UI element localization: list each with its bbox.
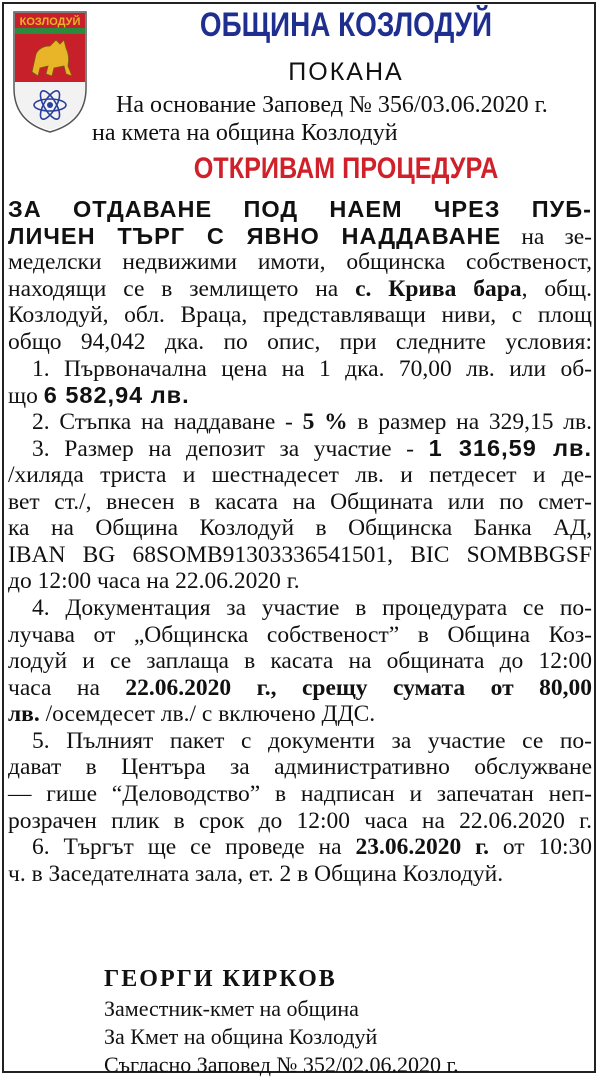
notice-body <box>8 196 592 887</box>
body-text: часа на <box>8 674 126 701</box>
emphasized-text: лв. <box>8 701 40 728</box>
body-text: лучава от „Общинска собственост” в Община Коз- <box>8 621 592 648</box>
body-line <box>8 568 592 595</box>
emphasized-text: 22.06.2020 г., срещу сумата от 80,00 <box>125 674 592 701</box>
signatory-authority: За Кмет на община Козлодуй <box>104 1024 378 1049</box>
body-line <box>8 595 592 622</box>
body-line <box>8 728 592 755</box>
mayor-line: на кмета на община Козлодуй <box>92 120 398 146</box>
emphasized-text: 6 582,94 лв. <box>43 382 190 409</box>
signatory-role: Заместник-кмет на община <box>104 996 359 1021</box>
body-line <box>8 276 592 303</box>
body-line <box>8 515 592 542</box>
body-line <box>8 462 592 489</box>
body-text: Козлодуй, обл. Враца, представляващи ниви, с площ <box>8 302 592 329</box>
emphasized-text: ЗА ОТДАВАНЕ ПОД НАЕМ ЧРЕЗ ПУБ- <box>8 196 592 222</box>
body-line <box>8 223 592 250</box>
body-line <box>8 648 592 675</box>
svg-text:КОЗЛОДУЙ: КОЗЛОДУЙ <box>19 16 81 28</box>
body-line <box>8 834 592 861</box>
body-line <box>8 542 592 569</box>
body-line <box>8 701 592 728</box>
body-text: дават в Центъра за административно обслужване <box>8 754 592 781</box>
body-line <box>8 329 592 356</box>
body-text: /осемдесет лв./ с включено ДДС. <box>39 701 376 728</box>
body-line <box>8 754 592 781</box>
body-text: ч. в Заседателната зала, ет. 2 в Община Козлодуй. <box>8 860 504 887</box>
body-text: до 12:00 часа на 22.06.2020 г. <box>8 568 300 595</box>
body-text: находящи се в землището на <box>8 275 356 302</box>
body-line <box>8 489 592 516</box>
body-text: ка на Община Козлодуй в Общинска Банка АД, <box>8 515 592 542</box>
body-text: 6. Търгът ще се проведе на <box>32 834 356 861</box>
emphasized-text: 5 % <box>302 408 348 435</box>
body-line <box>8 196 592 223</box>
body-line <box>8 302 592 329</box>
body-line <box>8 409 592 436</box>
body-text: , общ. <box>521 275 593 302</box>
body-line <box>8 622 592 649</box>
signatory-name: ГЕОРГИ КИРКОВ <box>104 966 337 992</box>
signature-block <box>104 966 459 1080</box>
emphasized-text: ЛИЧЕН ТЪРГ С ЯВНО НАДДАВАНЕ <box>8 222 502 249</box>
body-text: 1. Първоначална цена на 1 дка. 70,00 лв. или об- <box>32 355 592 382</box>
body-text: от 10:30 <box>488 834 592 861</box>
body-text: меделски недвижими имоти, общинска собственост, <box>8 249 592 276</box>
body-text: на зе- <box>501 223 592 250</box>
body-line <box>8 675 592 702</box>
body-text: 5. Пълният пакет с документи за участие се по- <box>32 727 592 754</box>
body-text: що <box>8 383 44 410</box>
signatory-order-reference: Съгласно Заповед № 352/02.06.2020 г. <box>104 1052 459 1077</box>
kozloduy-coat-of-arms-icon <box>10 10 90 134</box>
invitation-heading: ПОКАНА <box>288 58 404 86</box>
emphasized-text: 1 316,59 лв. <box>428 435 592 462</box>
body-text: 4. Документация за участие в процедурата се по- <box>32 594 592 621</box>
municipality-title: ОБЩИНА КОЗЛОДУЙ <box>199 6 493 44</box>
body-text: лодуй и се заплаща в касата на общината до 12:00 <box>8 648 592 675</box>
body-line <box>8 435 592 462</box>
body-text: /хиляда триста и шестнадесет лв. и петдесет и де- <box>8 461 592 488</box>
body-text: IBAN BG 68SOMB91303336541501, BIC SOMBBGSF <box>8 541 592 568</box>
body-line <box>8 861 592 888</box>
body-text: в размер на 329,15 лв. <box>347 408 592 435</box>
body-text: общо 94,042 дка. по опис, при следните условия: <box>8 328 592 355</box>
order-basis-line: На основание Заповед № 356/03.06.2020 г. <box>116 92 548 118</box>
body-text: — гише “Деловодство” в надписан и запечатан неп- <box>8 781 592 808</box>
body-line <box>8 249 592 276</box>
body-text: 3. Размер на депозит за участие - <box>32 436 429 463</box>
body-line <box>8 781 592 808</box>
emphasized-text: 23.06.2020 г. <box>355 834 489 861</box>
body-text: розрачен плик в срок до 12:00 часа на 22.06.2020 г. <box>8 807 592 834</box>
body-line <box>8 808 592 835</box>
body-text: вет ст./, внесен в касата на Общината или по смет- <box>8 488 592 515</box>
body-text: 2. Стъпка на наддаване - <box>32 408 303 435</box>
body-line <box>8 356 592 383</box>
procedure-heading: ОТКРИВАМ ПРОЦЕДУРА <box>193 152 499 185</box>
body-line <box>8 382 592 409</box>
emphasized-text: с. Крива бара <box>355 275 522 302</box>
